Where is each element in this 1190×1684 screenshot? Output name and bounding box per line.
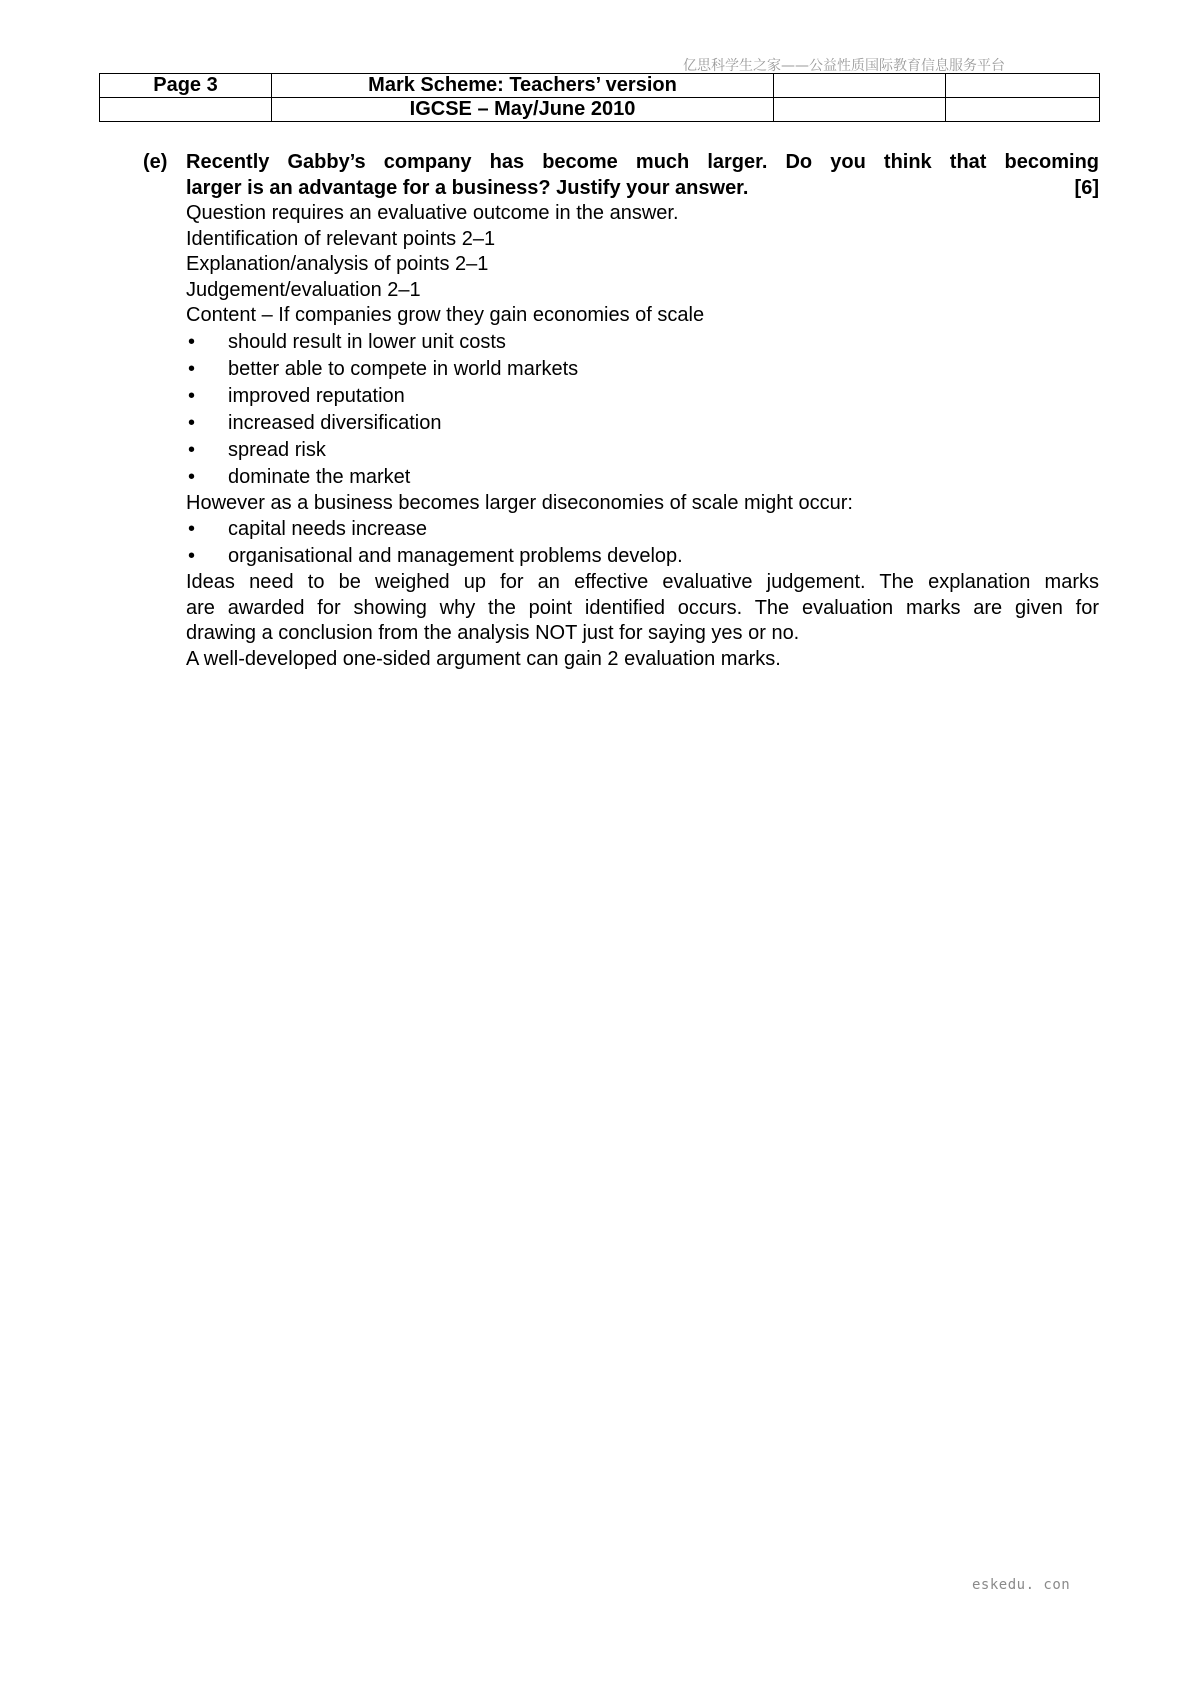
header-table	[99, 73, 1100, 122]
bullet-icon: •	[188, 411, 196, 434]
header-empty-cell	[946, 98, 1100, 122]
list-item-text: should result in lower unit costs	[228, 330, 506, 353]
header-row-1	[100, 74, 1100, 98]
list-item-text: increased diversification	[228, 411, 442, 434]
bullet-icon: •	[188, 384, 196, 407]
list-item-text: spread risk	[228, 438, 326, 461]
question-marks: [6]	[1074, 176, 1099, 199]
document-subtitle: IGCSE – May/June 2010	[272, 98, 774, 122]
guidance-line: Ideas need to be weighed up for an effective evaluative judgement. The explanation marks	[186, 571, 1099, 593]
list-item-text: improved reputation	[228, 384, 405, 407]
mark-scheme-content	[143, 150, 1099, 672]
bullet-icon: •	[188, 357, 196, 380]
list-item-text: better able to compete in world markets	[228, 357, 579, 380]
header-row-2	[100, 98, 1100, 122]
scheme-line: Identification of relevant points 2–1	[186, 227, 496, 250]
list-item	[186, 329, 1099, 356]
question-label: (e)	[143, 151, 168, 173]
header-empty-cell	[100, 98, 272, 122]
list-item	[186, 356, 1099, 383]
bullet-icon: •	[188, 438, 196, 461]
list-item	[186, 516, 1099, 543]
bullet-icon: •	[188, 545, 196, 567]
scheme-line: Content – If companies grow they gain economies of scale	[186, 304, 705, 326]
list-item-text: capital needs increase	[228, 518, 428, 540]
bullet-icon: •	[188, 465, 196, 488]
list-item	[186, 437, 1099, 464]
list-item	[186, 383, 1099, 410]
scheme-line: Explanation/analysis of points 2–1	[186, 253, 489, 275]
list-item-text: organisational and management problems develop.	[228, 545, 683, 567]
list-item-text: dominate the market	[228, 465, 411, 488]
bullet-icon: •	[188, 518, 196, 540]
header-empty-cell	[774, 74, 946, 98]
list-item	[186, 464, 1099, 491]
question-text-line-2	[186, 176, 1099, 202]
guidance-line: drawing a conclusion from the analysis NOT just for saying yes or no.	[186, 622, 800, 644]
scheme-line: Judgement/evaluation 2–1	[186, 278, 421, 301]
list-item	[186, 410, 1099, 437]
guidance-line: are awarded for showing why the point identified occurs. The evaluation marks are given for	[186, 596, 1099, 619]
watermark-top: 亿思科学生之家——公益性质国际教育信息服务平台	[683, 58, 1005, 74]
question-row	[143, 150, 1099, 672]
bullet-icon: •	[188, 330, 196, 353]
question-body	[186, 150, 1099, 672]
question-text: larger is an advantage for a business? Justify your answer.	[186, 176, 749, 199]
page-number: Page 3	[100, 74, 272, 98]
watermark-bottom: eskedu. con	[972, 1577, 1071, 1593]
however-line: However as a business becomes larger diseconomies of scale might occur:	[186, 491, 853, 514]
document-title: Mark Scheme: Teachers’ version	[272, 74, 774, 98]
list-item	[186, 543, 1099, 570]
header-empty-cell	[946, 74, 1100, 98]
header-empty-cell	[774, 98, 946, 122]
final-note: A well-developed one-sided argument can gain 2 evaluation marks.	[186, 647, 781, 670]
question-text-line-1: Recently Gabby’s company has become much larger. Do you think that becoming	[186, 151, 1099, 173]
scheme-line: Question requires an evaluative outcome in the answer.	[186, 202, 679, 224]
